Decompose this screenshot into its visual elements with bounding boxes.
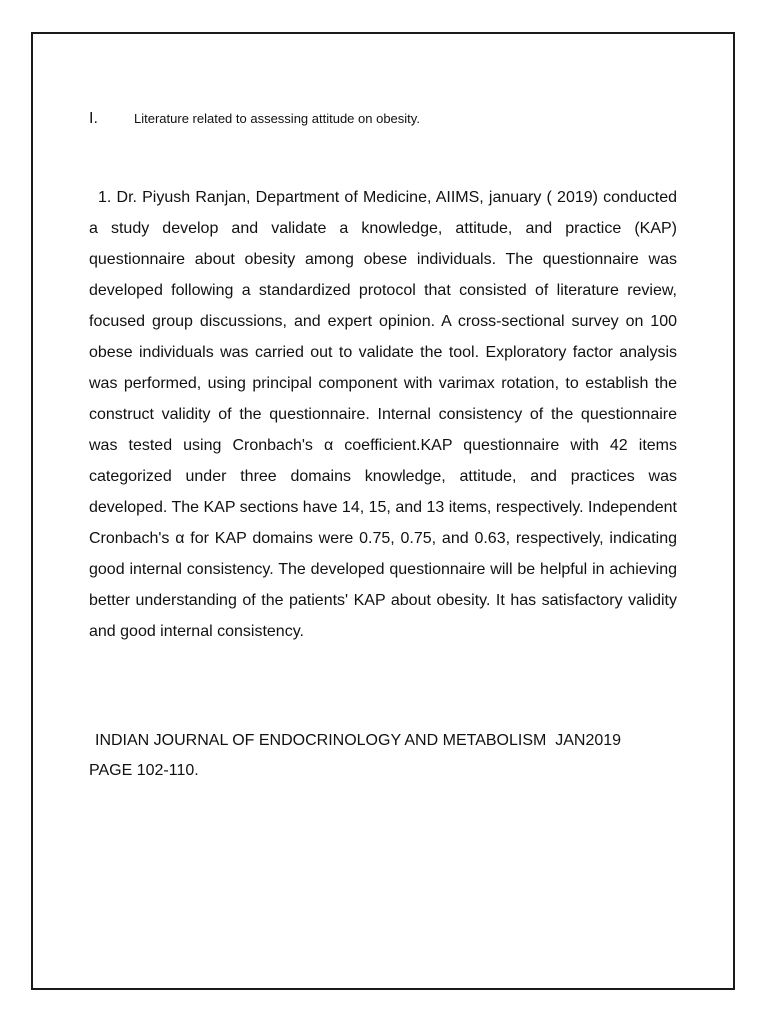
- section-numeral: I.: [89, 110, 98, 127]
- citation-journal: INDIAN JOURNAL OF ENDOCRINOLOGY AND METABOLISM JAN2019: [95, 732, 622, 749]
- review-paragraph: 1. Dr. Piyush Ranjan, Department of Medicine, AIIMS, january ( 2019) conducted a study develop and validate a knowledge, attitude, and practice (KAP) questionnaire about obesity among obese individuals. The questionnaire was developed following a standardized protocol that consisted of literature review, focused group discussions, and expert opinion. A cross-sectional survey on 100 obese individuals was carried out to validate the tool. Exploratory factor analysis was performed, using principal component with varimax rotation, to establish the construct validity of the questionnaire. Internal consistency of the questionnaire was tested using Cronbach's α coefficient.KAP questionnaire with 42 items categorized under three domains knowledge, attitude, and practices was developed. The KAP sections have 14, 15, and 13 items, respectively. Independent Cronbach's α for KAP domains were 0.75, 0.75, and 0.63, respectively, indicating good internal consistency. The developed questionnaire will be helpful in achieving better understanding of the patients' KAP about obesity. It has satisfactory validity and good internal consistency.: [89, 189, 677, 640]
- journal-citation: [89, 726, 689, 786]
- section-heading: [89, 110, 689, 128]
- section-title: Literature related to assessing attitude on obesity.: [134, 111, 420, 126]
- citation-pages: PAGE 102-110.: [89, 762, 199, 779]
